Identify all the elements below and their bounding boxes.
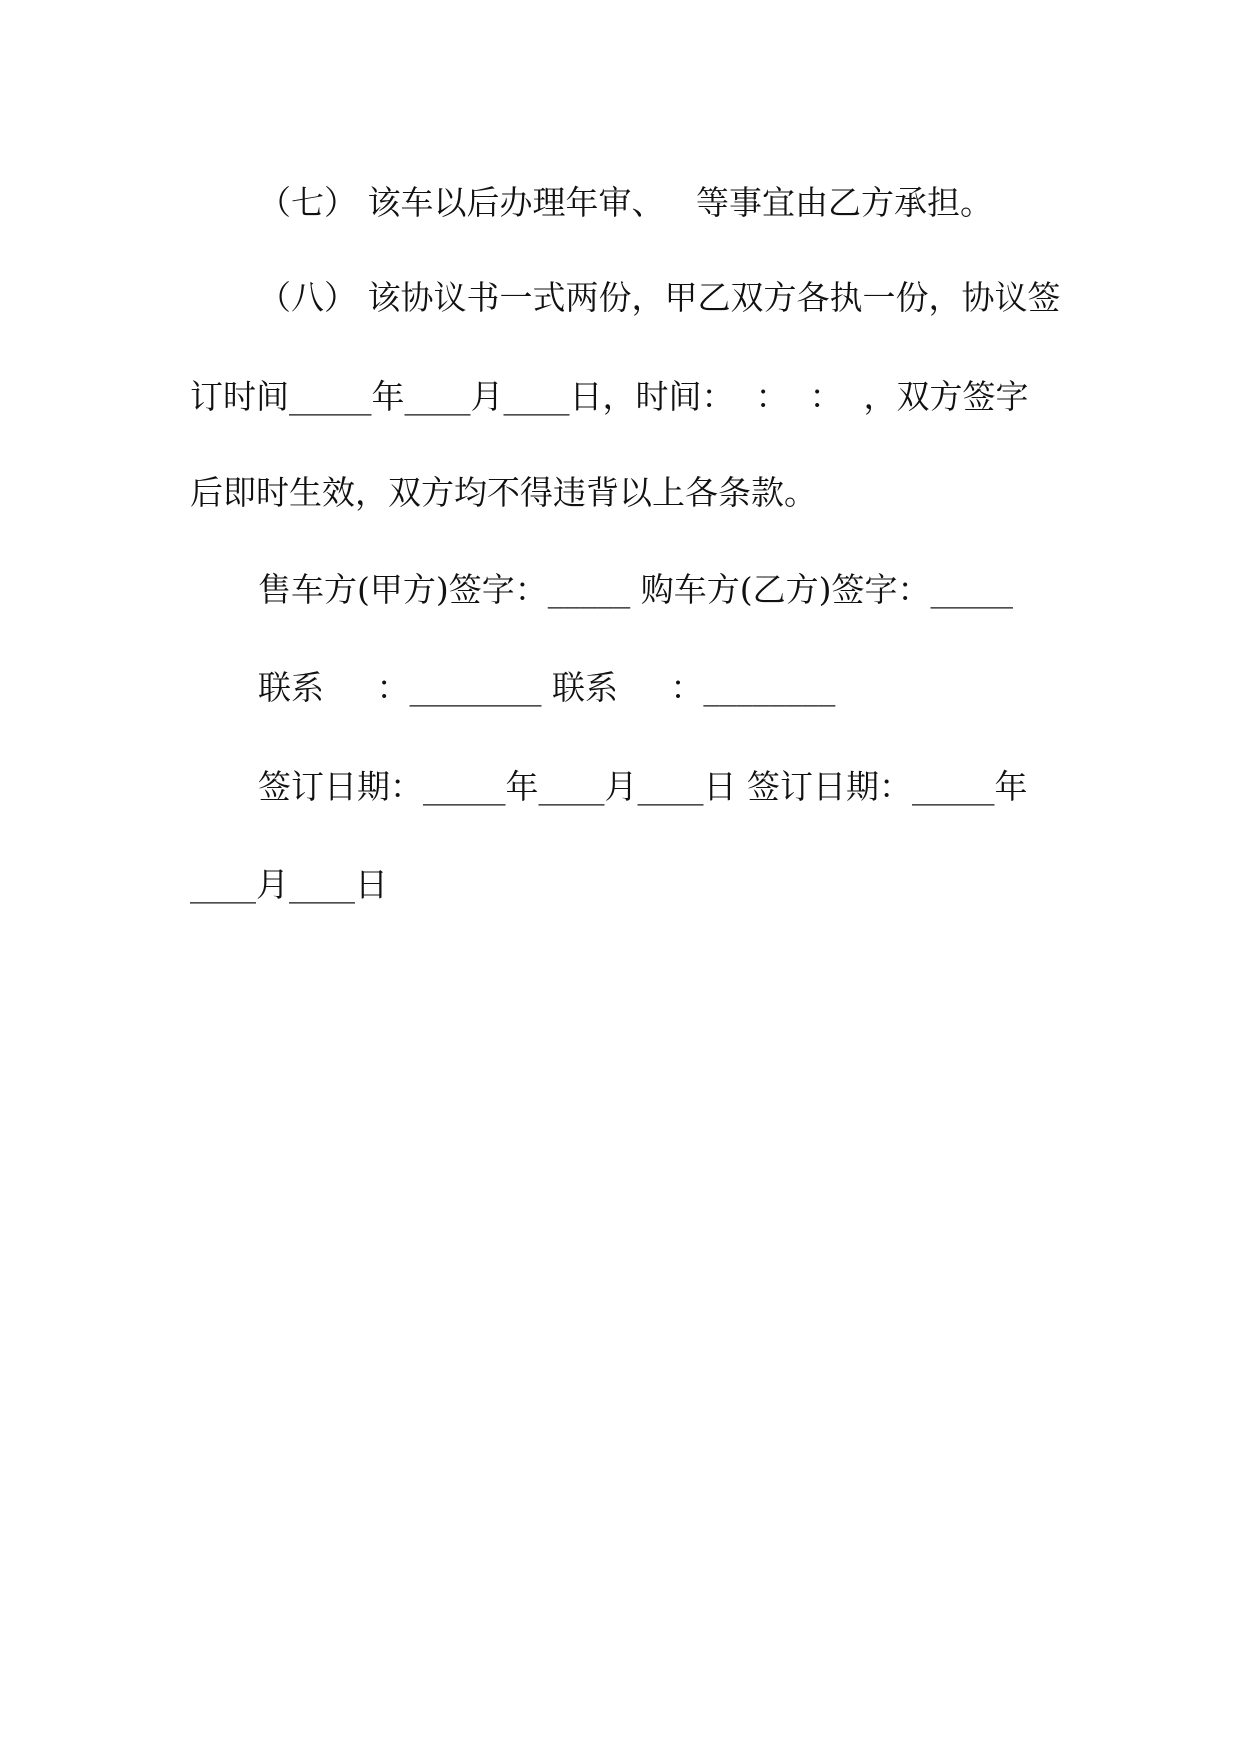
contact-line: 联系 ：________ 联系 ：________ <box>258 668 836 707</box>
signing-date-continuation: ____月____日 <box>190 865 388 904</box>
clause-seven: （七） 该车以后办理年审、 等事宜由乙方承担。 <box>258 183 993 222</box>
effectiveness-line: 后即时生效，双方均不得违背以上各条款。 <box>190 473 817 512</box>
signature-line: 售车方(甲方)签字：_____ 购车方(乙方)签字：_____ <box>258 570 1013 609</box>
clause-eight: （八） 该协议书一式两份，甲乙双方各执一份，协议签 <box>258 278 1061 317</box>
signing-time-line: 订时间_____年____月____日，时间： ： ： ，双方签字 <box>190 377 1029 416</box>
signing-date-line: 签订日期：_____年____月____日 签订日期：_____年 <box>258 767 1028 806</box>
